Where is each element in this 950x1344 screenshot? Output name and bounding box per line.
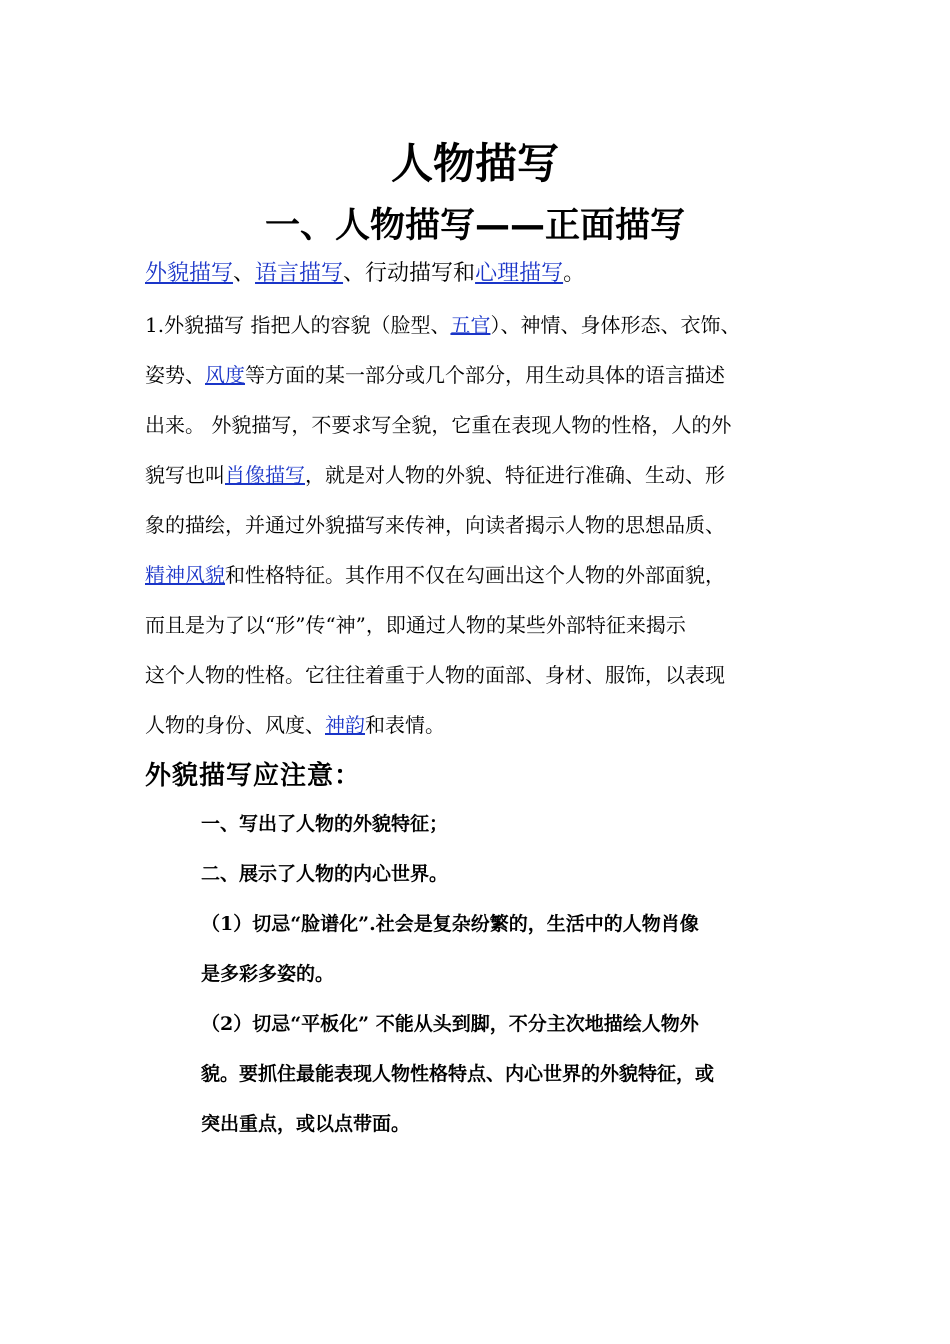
intro-text: 、行动描写和 <box>343 261 476 286</box>
link-portrait-description[interactable]: 肖像描写 <box>225 463 305 487</box>
link-facial-features[interactable]: 五官 <box>450 313 491 337</box>
link-appearance-description[interactable]: 外貌描写 <box>145 261 234 286</box>
note-line: 突出重点，或以点带面。 <box>201 1113 411 1135</box>
body-line: 这个人物的性格。它往往着重于人物的面部、身材、服饰，以表现 <box>145 663 725 687</box>
body-text: 人物的身份、风度、 <box>145 713 325 737</box>
body-line <box>145 705 835 755</box>
body-line: 而且是为了以“形”传“神”，即通过人物的某些外部特征来揭示 <box>145 613 686 637</box>
link-spiritual-outlook[interactable]: 精神风貌 <box>145 563 225 587</box>
note-line: （2）切忌“平板化” 不能从头到脚，不分主次地描绘人物外 <box>201 1013 699 1035</box>
body-line <box>145 305 835 355</box>
page-title: 人物描写 <box>390 139 559 188</box>
intro-separator: 、 <box>233 261 256 286</box>
intro-end: 。 <box>563 261 586 286</box>
body-text: 姿势、 <box>145 363 205 387</box>
body-text: 等方面的某一部分或几个部分，用生动具体的语言描述 <box>245 363 725 387</box>
body-text: 和性格特征。其作用不仅在勾画出这个人物的外部面貌， <box>225 563 725 587</box>
note-line: 一、写出了人物的外貌特征； <box>201 813 449 835</box>
body-text: 貌写也叫 <box>145 463 225 487</box>
body-line <box>145 455 835 505</box>
link-language-description[interactable]: 语言描写 <box>255 261 344 286</box>
link-charm[interactable]: 神韵 <box>325 713 365 737</box>
link-psychological-description[interactable]: 心理描写 <box>475 261 564 286</box>
notes-heading: 外貌描写应注意： <box>145 761 362 791</box>
body-text: 和表情。 <box>365 713 445 737</box>
intro-line <box>145 254 585 294</box>
link-demeanor[interactable]: 风度 <box>205 363 245 387</box>
notes-list <box>201 804 821 1154</box>
body-paragraph <box>145 305 835 755</box>
note-line: 是多彩多姿的。 <box>201 963 335 985</box>
note-line: （1）切忌“脸谱化”.社会是复杂纷繁的，生活中的人物肖像 <box>201 913 699 935</box>
body-line: 象的描绘，并通过外貌描写来传神，向读者揭示人物的思想品质、 <box>145 513 725 537</box>
body-text: ）、神情、身体形态、衣饰、 <box>490 313 741 337</box>
body-line <box>145 555 835 605</box>
note-line: 二、展示了人物的内心世界。 <box>201 863 449 885</box>
body-text: 1.外貌描写 指把人的容貌（脸型、 <box>145 313 451 337</box>
body-text: ，就是对人物的外貌、特征进行准确、生动、形 <box>305 463 725 487</box>
body-line <box>145 355 835 405</box>
body-line: 出来。 外貌描写，不要求写全貌，它重在表现人物的性格，人的外 <box>145 413 732 437</box>
note-line: 貌。要抓住最能表现人物性格特点、内心世界的外貌特征，或 <box>201 1063 715 1085</box>
section-heading: 一、人物描写——正面描写 <box>264 206 685 246</box>
